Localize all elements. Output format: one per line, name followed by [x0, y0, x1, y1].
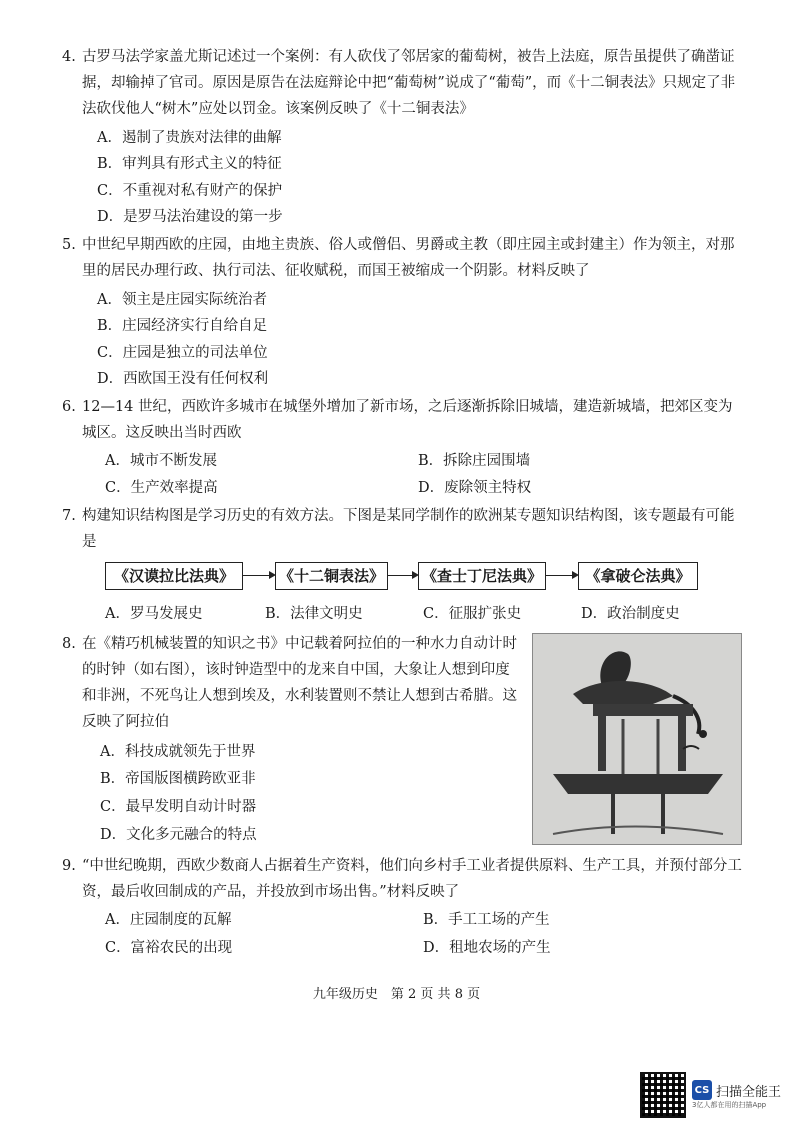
option-b: B．法律文明史: [265, 606, 363, 622]
option-c: C．征服扩张史: [423, 606, 522, 622]
arrow-icon: [546, 575, 577, 576]
qr-code-icon: [640, 1072, 686, 1118]
question-8: [62, 631, 520, 735]
option-d: D．租地农场的产生: [423, 940, 551, 956]
option-c: C．不重视对私有财产的保护: [97, 183, 283, 199]
diagram-box-twelve-tables: 《十二铜表法》: [275, 562, 388, 590]
question-stem: 12—14 世纪，西欧许多城市在城堡外增加了新市场，之后逐渐拆除旧城墙，建造新城墙，把郊区变为城区。这反映出当时西欧: [82, 399, 733, 441]
question-stem: “中世纪晚期，西欧少数商人占据着生产资料，他们向乡村手工业者提供原料、生产工具，并预付部分工资，最后收回制成的产品，并投放到市场出售。”材料反映了: [82, 858, 742, 900]
option-a: A．庄园制度的瓦解: [105, 912, 232, 928]
question-stem: 中世纪早期西欧的庄园，由地主贵族、俗人或僧侣、男爵或主教（即庄园主或封建主）作为领主，对那里的居民办理行政、执行司法、征收赋税，而国王被缩成一个阴影。材料反映了: [82, 237, 735, 279]
question-number: 6.: [62, 399, 76, 415]
question-number: 7.: [62, 508, 76, 524]
question-5: [62, 232, 742, 284]
question-6: [62, 394, 742, 446]
question-9: [62, 853, 742, 905]
option-c: C．庄园是独立的司法单位: [97, 345, 268, 361]
option-a: A．遏制了贵族对法律的曲解: [97, 130, 282, 146]
question-stem: 在《精巧机械装置的知识之书》中记载着阿拉伯的一种水力自动计时的时钟（如右图），该时钟造型中的龙来自中国，大象让人想到印度和非洲，不死鸟让人想到埃及，水利装置则不禁让人想到古希腊。这反映了阿拉伯: [82, 636, 517, 730]
arrow-icon: [243, 575, 274, 576]
option-a: A．领主是庄园实际统治者: [97, 292, 267, 308]
diagram-box-hammurabi: 《汉谟拉比法典》: [105, 562, 243, 590]
question-4: [62, 44, 742, 122]
question-stem: 构建知识结构图是学习历史的有效方法。下图是某同学制作的欧洲某专题知识结构图，该专题最有可能是: [82, 508, 735, 550]
option-b: B．庄园经济实行自给自足: [97, 318, 268, 334]
option-d: D．文化多元融合的特点: [100, 827, 257, 843]
option-b: B．手工工场的产生: [423, 912, 550, 928]
question-stem: 古罗马法学家盖尤斯记述过一个案例：有人砍伐了邻居家的葡萄树，被告上法庭，原告虽提供了确凿证据，却输掉了官司。原因是原告在法庭辩论中把“葡萄树”说成了“葡萄”，而《十二铜表法》只规定了非法砍伐他人“树木”应处以罚金。该案例反映了《十二铜表法》: [82, 49, 736, 117]
option-c: C．富裕农民的出现: [105, 940, 233, 956]
question-number: 5.: [62, 237, 76, 253]
option-c: C．最早发明自动计时器: [100, 799, 257, 815]
page-footer: 九年级历史 第 2 页 共 8 页: [312, 987, 481, 1002]
scanner-watermark: [640, 1072, 781, 1118]
watermark-tagline: 3亿人都在用的扫描App: [691, 1101, 767, 1109]
option-b: B．帝国版图横跨欧亚非: [100, 771, 256, 787]
knowledge-structure-diagram: [105, 562, 700, 592]
diagram-box-justinian: 《查士丁尼法典》: [418, 562, 546, 590]
elephant-clock-illustration: [533, 634, 741, 844]
option-d: D．废除领主特权: [418, 480, 532, 496]
question-number: 9.: [62, 858, 76, 874]
watermark-app-name: 扫描全能王: [715, 1084, 781, 1100]
option-b: B．审判具有形式主义的特征: [97, 156, 282, 172]
question-number: 8.: [62, 636, 76, 652]
option-d: D．政治制度史: [581, 606, 680, 622]
cs-logo: CS: [692, 1080, 712, 1100]
option-d: D．西欧国王没有任何权利: [97, 371, 269, 387]
option-a: A．科技成就领先于世界: [100, 744, 256, 760]
arrow-icon: [388, 575, 417, 576]
option-d: D．是罗马法治建设的第一步: [97, 209, 283, 225]
option-c: C．生产效率提高: [105, 480, 218, 496]
option-a: A．城市不断发展: [105, 453, 217, 469]
water-clock-image: [532, 633, 742, 845]
option-b: B．拆除庄园围墙: [418, 453, 531, 469]
option-a: A．罗马发展史: [105, 606, 203, 622]
question-number: 4.: [62, 49, 76, 65]
question-7: [62, 503, 742, 555]
diagram-box-napoleon: 《拿破仑法典》: [578, 562, 698, 590]
